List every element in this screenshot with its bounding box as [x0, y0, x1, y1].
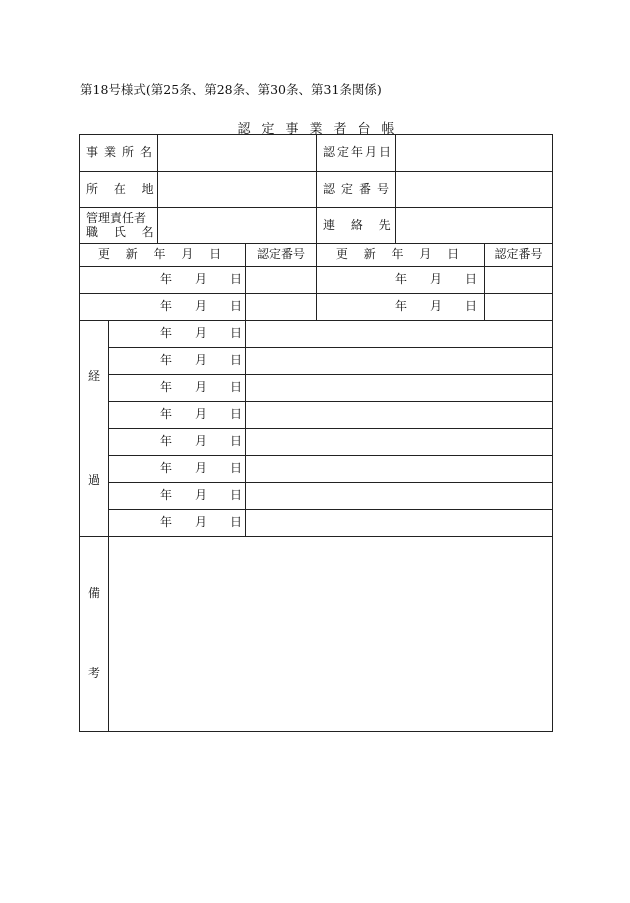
history-label-char-2: 過 — [87, 472, 100, 487]
renewal-cert-number-field[interactable] — [246, 294, 317, 321]
year-label: 年 — [160, 407, 173, 422]
cert-number-header-right: 認定番号 — [485, 244, 553, 267]
history-date-field[interactable] — [109, 429, 246, 456]
history-entry-field[interactable] — [246, 483, 553, 510]
month-label: 月 — [430, 272, 443, 287]
year-label: 年 — [160, 488, 173, 503]
year-label: 年 — [160, 326, 173, 341]
history-row — [80, 402, 553, 429]
history-row — [80, 510, 553, 537]
manager-row — [80, 208, 553, 244]
month-label: 月 — [430, 299, 443, 314]
cert-number-header-left: 認定番号 — [246, 244, 317, 267]
history-row — [80, 456, 553, 483]
history-label-char-1: 経 — [87, 368, 100, 383]
contact-label: 連 絡 先 — [317, 208, 396, 244]
year-label: 年 — [160, 434, 173, 449]
history-date-field[interactable] — [109, 321, 246, 348]
certification-number-label: 認定番号 — [317, 172, 396, 208]
contact-field[interactable] — [396, 208, 553, 244]
day-label: 日 — [230, 380, 243, 395]
renewal-date-field[interactable] — [80, 294, 246, 321]
office-name-row — [80, 135, 553, 172]
history-date-field[interactable] — [109, 375, 246, 402]
manager-label-line2: 職 氏 名 — [86, 224, 160, 239]
day-label: 日 — [230, 326, 243, 341]
renewal-date-header-left: 更 新 年 月 日 — [80, 244, 246, 267]
year-label: 年 — [395, 299, 408, 314]
renewal-cert-number-field[interactable] — [246, 267, 317, 294]
office-name-field[interactable] — [158, 135, 317, 172]
renewal-date-field[interactable] — [317, 267, 485, 294]
location-row — [80, 172, 553, 208]
year-label: 年 — [395, 272, 408, 287]
remarks-label-char-2: 考 — [87, 666, 100, 680]
month-label: 月 — [195, 407, 208, 422]
renewal-date-field[interactable] — [317, 294, 485, 321]
day-label: 日 — [230, 434, 243, 449]
year-label: 年 — [160, 380, 173, 395]
office-name-label: 事業所名 — [80, 135, 158, 172]
month-label: 月 — [195, 461, 208, 476]
month-label: 月 — [195, 299, 208, 314]
history-date-field[interactable] — [109, 483, 246, 510]
year-label: 年 — [160, 299, 173, 314]
history-label — [80, 321, 109, 537]
day-label: 日 — [230, 488, 243, 503]
month-label: 月 — [195, 353, 208, 368]
form-number: 第18号様式(第25条、第28条、第30条、第31条関係) — [80, 82, 382, 97]
history-row — [80, 429, 553, 456]
month-label: 月 — [195, 326, 208, 341]
history-date-field[interactable] — [109, 402, 246, 429]
month-label: 月 — [195, 434, 208, 449]
location-field[interactable] — [158, 172, 317, 208]
day-label: 日 — [230, 272, 243, 287]
day-label: 日 — [230, 407, 243, 422]
history-entry-field[interactable] — [246, 429, 553, 456]
year-label: 年 — [160, 515, 173, 530]
remarks-label — [80, 537, 109, 732]
month-label: 月 — [195, 380, 208, 395]
renewal-row — [80, 294, 553, 321]
manager-label — [80, 208, 158, 244]
history-entry-field[interactable] — [246, 375, 553, 402]
history-row — [80, 483, 553, 510]
day-label: 日 — [230, 353, 243, 368]
year-label: 年 — [160, 353, 173, 368]
day-label: 日 — [230, 515, 243, 530]
history-row — [80, 348, 553, 375]
history-date-field[interactable] — [109, 510, 246, 537]
remarks-label-char-1: 備 — [87, 586, 100, 601]
history-entry-field[interactable] — [246, 348, 553, 375]
certification-date-label: 認定年月日 — [317, 135, 396, 172]
form-title: 認定事業者台帳 — [237, 122, 406, 137]
day-label: 日 — [230, 461, 243, 476]
remarks-row — [80, 537, 553, 732]
year-label: 年 — [160, 272, 173, 287]
history-entry-field[interactable] — [246, 456, 553, 483]
day-label: 日 — [465, 299, 478, 314]
history-entry-field[interactable] — [246, 510, 553, 537]
register-table — [79, 134, 553, 732]
month-label: 月 — [195, 272, 208, 287]
renewal-cert-number-field[interactable] — [485, 267, 553, 294]
renewal-header-row — [80, 244, 553, 267]
history-date-field[interactable] — [109, 456, 246, 483]
certification-date-field[interactable] — [396, 135, 553, 172]
history-entry-field[interactable] — [246, 402, 553, 429]
renewal-date-header-right: 更 新 年 月 日 — [317, 244, 485, 267]
history-row — [80, 375, 553, 402]
renewal-row — [80, 267, 553, 294]
manager-label-line1: 管理責任者 — [86, 210, 147, 225]
history-date-field[interactable] — [109, 348, 246, 375]
day-label: 日 — [465, 272, 478, 287]
year-label: 年 — [160, 461, 173, 476]
remarks-field[interactable] — [109, 537, 553, 732]
month-label: 月 — [195, 488, 208, 503]
certification-number-field[interactable] — [396, 172, 553, 208]
location-label: 所 在 地 — [80, 172, 158, 208]
history-row — [80, 321, 553, 348]
day-label: 日 — [230, 299, 243, 314]
renewal-date-field[interactable] — [80, 267, 246, 294]
history-entry-field[interactable] — [246, 321, 553, 348]
month-label: 月 — [195, 515, 208, 530]
renewal-cert-number-field[interactable] — [485, 294, 553, 321]
manager-field[interactable] — [158, 208, 317, 244]
